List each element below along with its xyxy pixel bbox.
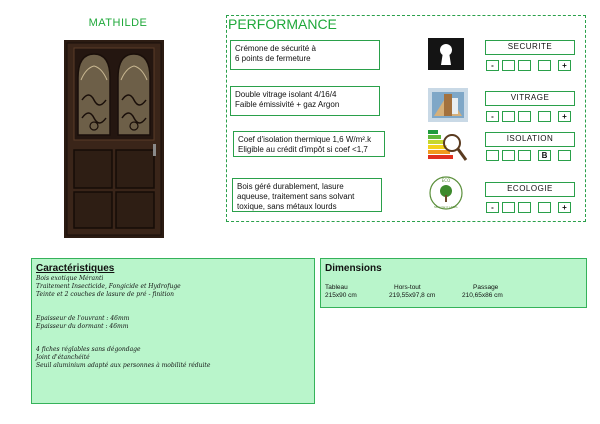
feature-line: Crémone de sécurité à xyxy=(235,44,316,53)
rating-cell: + xyxy=(558,60,571,71)
dimensions-panel xyxy=(320,258,587,308)
feature-insulation xyxy=(233,131,385,157)
characteristic-line: Teinte et 2 couches de lasure de pré - finition xyxy=(36,291,174,298)
characteristic-line: Joint d'étanchéité xyxy=(36,354,90,361)
rating-cell xyxy=(502,111,515,122)
performance-title: PERFORMANCE xyxy=(228,16,337,32)
rating-cell xyxy=(538,111,551,122)
characteristic-line: Bois exotique Méranti xyxy=(36,275,104,282)
characteristic-line: Epaisseur du dormant : 46mm xyxy=(36,323,129,330)
dimension-header-tableau: Tableau xyxy=(325,284,348,291)
rating-cell: + xyxy=(558,111,571,122)
eco-label-icon xyxy=(426,175,466,211)
rating-cell xyxy=(538,60,551,71)
energy-label-icon xyxy=(426,128,468,164)
rating-cell: - xyxy=(486,111,499,122)
rating-cell xyxy=(558,150,571,161)
model-title: MATHILDE xyxy=(88,17,148,29)
characteristic-line: Epaisseur de l'ouvrant : 46mm xyxy=(36,315,130,322)
feature-line: Coef d'isolation thermique 1,6 W/m².k xyxy=(238,135,372,144)
dimension-header-passage: Passage xyxy=(473,284,499,291)
feature-line: Eligible au crédit d'impôt si coef <1,7 xyxy=(238,145,368,154)
dimension-value-tableau: 215x90 cm xyxy=(325,292,357,299)
rating-cell xyxy=(518,202,531,213)
rating-cell: - xyxy=(486,60,499,71)
characteristics-panel xyxy=(31,258,315,404)
rating-security xyxy=(486,60,571,71)
feature-line: toxique, sans métaux lourds xyxy=(237,202,337,211)
rating-cell xyxy=(486,150,499,161)
eco-badge-top: ECO xyxy=(441,178,451,183)
characteristic-line: Traitement Insecticide, Fongicide et Hydrofuge xyxy=(36,283,181,290)
door-image xyxy=(64,40,164,238)
rating-cell: - xyxy=(486,202,499,213)
rating-cell: B xyxy=(538,150,551,161)
feature-line: Bois géré durablement, lasure xyxy=(237,182,344,191)
rating-cell xyxy=(518,111,531,122)
dimensions-title: Dimensions xyxy=(325,263,382,274)
eco-badge-bottom: Standard LABEL xyxy=(433,205,459,209)
rating-insulation xyxy=(486,150,571,161)
keyhole-icon xyxy=(428,38,464,70)
characteristic-line: Seuil aluminium adapté aux personnes à mobilité réduite xyxy=(36,362,211,369)
rating-cell xyxy=(518,150,531,161)
rating-cell xyxy=(502,150,515,161)
rating-ecology xyxy=(486,202,571,213)
rating-glazing xyxy=(486,111,571,122)
rating-label-ecology: ECOLOGIE xyxy=(485,182,575,197)
window-profile-icon xyxy=(428,88,468,122)
dimension-header-hors-tout: Hors-tout xyxy=(394,284,421,291)
feature-security xyxy=(230,40,380,70)
rating-label-insulation: ISOLATION xyxy=(485,132,575,147)
rating-cell xyxy=(518,60,531,71)
dimension-value-passage: 210,65x86 cm xyxy=(462,292,503,299)
rating-cell xyxy=(502,202,515,213)
dimension-value-hors-tout: 219,55x97,8 cm xyxy=(389,292,436,299)
rating-cell xyxy=(538,202,551,213)
rating-label-glazing: VITRAGE xyxy=(485,91,575,106)
rating-label-security: SECURITE xyxy=(485,40,575,55)
feature-line: Double vitrage isolant 4/16/4 xyxy=(235,90,337,99)
rating-cell xyxy=(502,60,515,71)
feature-glazing xyxy=(230,86,380,116)
feature-ecology xyxy=(232,178,382,212)
feature-line: 6 points de fermeture xyxy=(235,54,311,63)
feature-line: Faible émissivité + gaz Argon xyxy=(235,100,340,109)
feature-line: aqueuse, traitement sans solvant xyxy=(237,192,355,201)
characteristics-title: Caractéristiques xyxy=(36,263,115,274)
rating-cell: + xyxy=(558,202,571,213)
characteristic-line: 4 fiches réglables sans dégondage xyxy=(36,346,141,353)
